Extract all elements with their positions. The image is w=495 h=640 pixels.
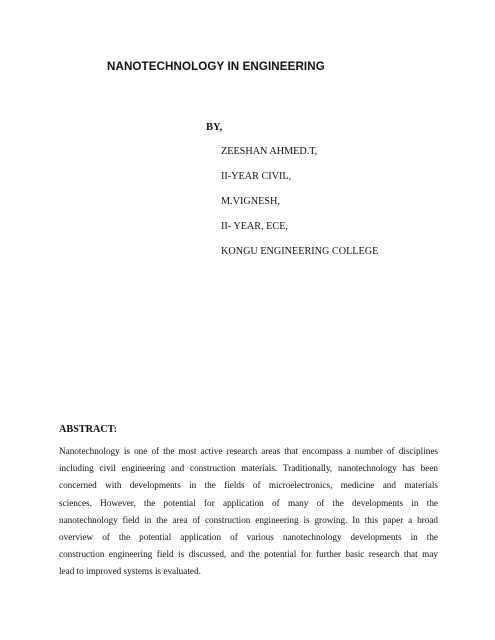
by-label: BY, bbox=[206, 122, 223, 133]
abstract-line: Nanotechnology is one of the most active research areas that encompass a number of disciplines bbox=[59, 446, 438, 456]
abstract-line: including civil engineering and construction materials. Traditionally, nanotechnology has been bbox=[59, 463, 438, 474]
author-line-3: M.VIGNESH, bbox=[221, 196, 280, 207]
abstract-line: construction engineering field is discussed, and the potential for further basic research that may bbox=[59, 549, 438, 560]
abstract-line: concerned with developments in the fields of microelectronics, medicine and materials bbox=[59, 480, 438, 491]
abstract-line: lead to improved systems is evaluated. bbox=[59, 566, 201, 577]
abstract-heading: ABSTRACT: bbox=[59, 424, 118, 435]
college-name: KONGU ENGINEERING COLLEGE bbox=[221, 246, 379, 257]
abstract-body bbox=[59, 443, 438, 581]
author-line-2: II-YEAR CIVIL, bbox=[221, 171, 292, 182]
abstract-line: sciences. However, the potential for application of many of the developments in the bbox=[59, 497, 438, 508]
document-title: NANOTECHNOLOGY IN ENGINEERING bbox=[107, 60, 325, 73]
abstract-line: overview of the potential application of various nanotechnology developments in the bbox=[59, 532, 438, 543]
author-line-4: II- YEAR, ECE, bbox=[221, 221, 288, 232]
author-line-1: ZEESHAN AHMED.T, bbox=[221, 146, 318, 157]
abstract-line: nanotechnology field in the area of construction engineering is growing. In this paper a broad bbox=[59, 514, 438, 525]
